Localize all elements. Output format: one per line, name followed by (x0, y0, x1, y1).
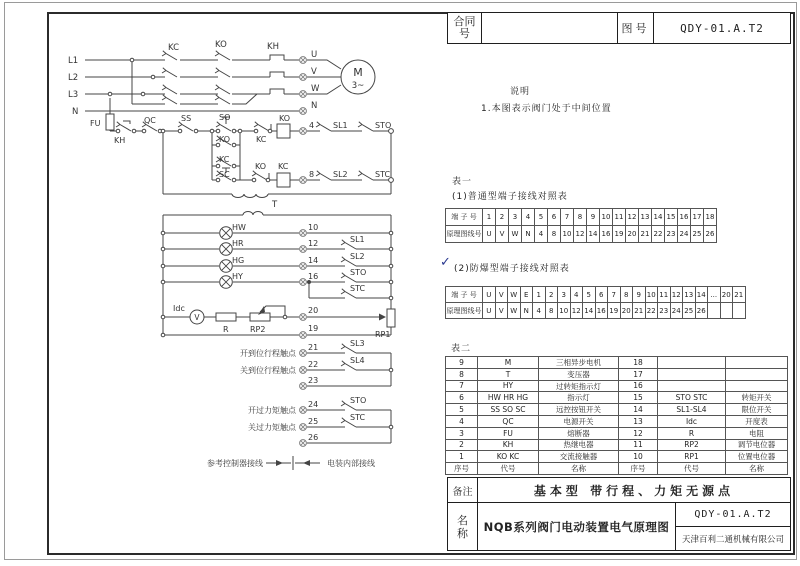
label-v: V (311, 67, 317, 77)
terminal-icon (300, 279, 307, 286)
label-close-travel: 关到位行程触点 (240, 366, 296, 375)
label-close-torque: 关过力矩触点 (248, 423, 296, 432)
table-cell: 5 (535, 209, 548, 226)
table-cell: 15 (665, 209, 678, 226)
label-so: SO (219, 113, 231, 122)
table-cell: 12 (626, 209, 639, 226)
voltmeter-letter: V (194, 313, 200, 322)
table-cell: 7 (561, 209, 574, 226)
table-row (446, 226, 717, 243)
terminal-icon (300, 108, 307, 115)
table-cell: 11 (619, 440, 658, 452)
contract-no-value (481, 12, 618, 44)
label-ko-coil: KO (279, 114, 291, 123)
label-sl2b: SL2 (350, 252, 365, 261)
label-n: N (72, 107, 79, 117)
table-cell (708, 303, 721, 319)
label-kh: KH (267, 42, 279, 52)
table-cell (658, 357, 726, 369)
lamp-icon (220, 260, 233, 273)
label-sl1: SL1 (333, 121, 348, 130)
table-cell: 20 (626, 226, 639, 243)
table-cell: SL1-SL4 (658, 404, 726, 416)
table-cell: 22 (646, 303, 659, 319)
company-name: 天津百利二通机械有限公司 (675, 526, 791, 551)
table-cell: 4 (533, 303, 546, 319)
label-n-terminal: N (311, 101, 318, 111)
table-cell: FU (478, 428, 539, 440)
label-ko-hold: KO (219, 135, 231, 144)
table-row (446, 392, 788, 404)
table-cell: 26 (696, 303, 709, 319)
table-cell: 指示灯 (539, 392, 619, 404)
table-cell: 5 (583, 287, 596, 303)
table-cell: 1 (483, 209, 496, 226)
table-cell: 序号 (619, 463, 658, 475)
label-w: W (311, 84, 320, 94)
table-cell: 8 (548, 226, 561, 243)
label-hg: HG (232, 256, 245, 265)
table-cell (726, 381, 788, 393)
table-row (446, 357, 788, 369)
table-cell: STO STC (658, 392, 726, 404)
table-row (446, 369, 788, 381)
table-cell: 10 (558, 303, 571, 319)
label-sl4: SL4 (350, 356, 365, 365)
table-cell: 10 (619, 451, 658, 463)
table-cell: 3 (446, 428, 478, 440)
table-cell: R (658, 428, 726, 440)
table-cell: W (508, 287, 521, 303)
table-row (446, 416, 788, 428)
table-cell: 6 (446, 392, 478, 404)
label-rp1: RP1 (375, 330, 391, 339)
terminal-10: 10 (308, 223, 319, 232)
table-cell: RP2 (658, 440, 726, 452)
label-ko-nc: KO (255, 162, 267, 171)
label-stcb: STC (350, 284, 366, 293)
table-cell: 12 (671, 287, 684, 303)
table-cell: 电源开关 (539, 416, 619, 428)
header-cell: 端 子 号 (446, 209, 483, 226)
control-circuit (106, 98, 391, 194)
table-cell: 19 (608, 303, 621, 319)
table-cell: 23 (658, 303, 671, 319)
table-cell: E (521, 287, 534, 303)
terminal-19: 19 (308, 324, 319, 333)
table-cell: 21 (633, 303, 646, 319)
label-kc: KC (168, 43, 180, 53)
terminal-22: 22 (308, 360, 319, 369)
table-row (446, 303, 746, 319)
table-cell: 13 (619, 416, 658, 428)
table-cell: 4 (446, 416, 478, 428)
terminal-column (300, 57, 307, 447)
table-cell: 16 (619, 381, 658, 393)
lamp-icon (220, 243, 233, 256)
table-cell: 5 (446, 404, 478, 416)
table-cell: 2 (496, 209, 509, 226)
header-cell: 原理图线号 (446, 226, 483, 243)
label-l3: L3 (68, 90, 79, 100)
table-cell: 16 (596, 303, 609, 319)
label-ss: SS (181, 114, 192, 123)
drawing-no-value: QDY-01.A.T2 (653, 12, 791, 44)
label-sl3: SL3 (350, 339, 365, 348)
terminal-12: 12 (308, 239, 319, 248)
table-cell (733, 303, 746, 319)
terminal-icon (300, 440, 307, 447)
table-cell: 2 (546, 287, 559, 303)
terminal-icon (300, 263, 307, 270)
table-cell: 8 (546, 303, 559, 319)
label-hy: HY (232, 272, 243, 281)
table-cell: 12 (619, 428, 658, 440)
label-u: U (311, 50, 318, 60)
terminal-icon (300, 177, 307, 184)
table-cell: 14 (696, 287, 709, 303)
terminal-21: 21 (308, 343, 319, 352)
table-cell (721, 303, 734, 319)
contract-no-label: 合同号 (447, 12, 482, 44)
table-cell: 19 (613, 226, 626, 243)
table-cell: V (496, 226, 509, 243)
table-cell (658, 369, 726, 381)
table-cell: 10 (561, 226, 574, 243)
header-cell: 原理图线号 (446, 303, 483, 319)
table-cell: W (508, 303, 521, 319)
table-cell: KO KC (478, 451, 539, 463)
table3-caption: 表二 (451, 344, 472, 354)
terminal-icon (300, 57, 307, 64)
table-cell (658, 381, 726, 393)
table-cell: 变压器 (539, 369, 619, 381)
table-cell: U (483, 226, 496, 243)
table-cell: 24 (678, 226, 691, 243)
table-cell: U (483, 303, 496, 319)
table-cell: M (478, 357, 539, 369)
label-ko: KO (215, 40, 227, 50)
table-row (446, 381, 788, 393)
table-cell: 8 (446, 369, 478, 381)
table-cell: 3 (509, 209, 522, 226)
terminal-icon (300, 246, 307, 253)
legend-controller-wiring: 参考控制器接线 (207, 459, 263, 468)
label-t: T (272, 200, 278, 210)
table-cell: 13 (683, 287, 696, 303)
label-stc2: STC (350, 413, 366, 422)
label-stob: STO (350, 268, 367, 277)
table-cell: QC (478, 416, 539, 428)
terminal-16: 16 (308, 272, 319, 281)
table-cell: 限位开关 (726, 404, 788, 416)
table-cell (726, 357, 788, 369)
terminal-23: 23 (308, 376, 319, 385)
label-l2: L2 (68, 73, 79, 83)
table-cell: 9 (633, 287, 646, 303)
table-row (446, 209, 717, 226)
drawing-no-label: 图号 (617, 12, 654, 44)
terminal-icon (300, 332, 307, 339)
table-cell: 三相异步电机 (539, 357, 619, 369)
table-cell: 位置电位器 (726, 451, 788, 463)
table-cell: 名称 (726, 463, 788, 475)
power-lines (85, 55, 299, 111)
table-cell: 18 (704, 209, 717, 226)
table-cell: 25 (691, 226, 704, 243)
terminal-24: 24 (308, 400, 319, 409)
table-cell: 序号 (446, 463, 478, 475)
table2 (445, 286, 746, 319)
terminal-20: 20 (308, 306, 319, 315)
notes-heading: 说明 (510, 87, 531, 97)
table-cell: 17 (619, 369, 658, 381)
terminal-8: 8 (309, 170, 315, 179)
table-cell: T (478, 369, 539, 381)
terminal-icon (300, 407, 307, 414)
table-cell: N (522, 226, 535, 243)
remark-value: 基本型 带行程、力矩无源点 (477, 477, 791, 503)
table-cell: 14 (619, 404, 658, 416)
table-cell: 过转矩指示灯 (539, 381, 619, 393)
label-kh2: KH (114, 136, 126, 145)
terminal-icon (300, 230, 307, 237)
table-cell: V (496, 287, 509, 303)
name-label: 名称 (447, 502, 478, 551)
table-row (446, 428, 788, 440)
terminal-4: 4 (309, 121, 315, 130)
label-l1: L1 (68, 56, 79, 66)
motor-letter: M (353, 66, 363, 79)
table-cell: 12 (571, 303, 584, 319)
table-cell: 10 (646, 287, 659, 303)
table-cell: 20 (621, 303, 634, 319)
table-cell: SS SO SC (478, 404, 539, 416)
table-cell: W (509, 226, 522, 243)
table-cell: 7 (446, 381, 478, 393)
label-sc: SC (219, 170, 230, 179)
lamp-icon (220, 276, 233, 289)
table-row (446, 404, 788, 416)
notes-line1: 1.本图表示阀门处于中间位置 (481, 104, 612, 114)
table-cell: 4 (571, 287, 584, 303)
terminal-14: 14 (308, 256, 319, 265)
table-cell: 4 (522, 209, 535, 226)
table-cell: 热继电器 (539, 440, 619, 452)
table-cell: HY (478, 381, 539, 393)
table-cell: 24 (671, 303, 684, 319)
table-cell: 熔断器 (539, 428, 619, 440)
table-cell: 2 (446, 440, 478, 452)
label-sl2: SL2 (333, 170, 348, 179)
label-hw: HW (232, 223, 246, 232)
table-cell: 调节电位器 (726, 440, 788, 452)
remark-label: 备注 (447, 477, 478, 503)
terminal-icon (300, 350, 307, 357)
label-open-travel: 开到位行程触点 (240, 349, 296, 358)
table-cell: RP1 (658, 451, 726, 463)
table-cell: HW HR HG (478, 392, 539, 404)
table-cell: Idc (658, 416, 726, 428)
table-row (446, 287, 746, 303)
table-cell: 6 (596, 287, 609, 303)
table-cell: 3 (558, 287, 571, 303)
table-cell: 代号 (658, 463, 726, 475)
table-row (446, 440, 788, 452)
label-kc-coil: KC (278, 162, 289, 171)
table-cell: 9 (587, 209, 600, 226)
table-cell: U (483, 287, 496, 303)
table-cell: 交流接触器 (539, 451, 619, 463)
table-cell: 26 (704, 226, 717, 243)
terminal-icon (300, 91, 307, 98)
table-cell: 8 (621, 287, 634, 303)
table-cell: 22 (652, 226, 665, 243)
label-r: R (223, 325, 229, 334)
label-hr: HR (232, 239, 244, 248)
table-cell: 转矩开关 (726, 392, 788, 404)
table-cell: KH (478, 440, 539, 452)
table-cell: 11 (613, 209, 626, 226)
table-row (446, 463, 788, 475)
table3 (445, 356, 788, 475)
table-cell: 13 (639, 209, 652, 226)
check-mark-icon: ✓ (440, 255, 451, 270)
terminal-icon (300, 424, 307, 431)
terminal-icon (300, 367, 307, 374)
table-cell: 17 (691, 209, 704, 226)
terminal-icon (300, 314, 307, 321)
label-qc: QC (144, 116, 156, 125)
table-cell: 16 (600, 226, 613, 243)
lower-contacts (307, 353, 391, 443)
table1-subcaption: (1)普通型端子接线对照表 (452, 192, 568, 202)
table-cell: N (521, 303, 534, 319)
label-sto: STO (375, 121, 392, 130)
table-cell: 9 (446, 357, 478, 369)
table-cell: V (496, 303, 509, 319)
wiring-legend (266, 456, 320, 470)
header-cell: 端 子 号 (446, 287, 483, 303)
terminal-25: 25 (308, 417, 319, 426)
table-cell: 15 (619, 392, 658, 404)
label-fu: FU (90, 119, 101, 128)
table-cell: 21 (733, 287, 746, 303)
table1 (445, 208, 717, 243)
table-cell: 20 (721, 287, 734, 303)
legend-internal-wiring: 电装内部接线 (327, 459, 375, 468)
table-cell: 代号 (478, 463, 539, 475)
table-cell: 7 (608, 287, 621, 303)
table-cell: 21 (639, 226, 652, 243)
table-cell: 12 (574, 226, 587, 243)
table-cell: 开度表 (726, 416, 788, 428)
motor-phase: 3~ (351, 81, 365, 91)
terminal-icon (300, 74, 307, 81)
table-cell: 14 (652, 209, 665, 226)
footer-drawing-no: QDY-01.A.T2 (675, 502, 791, 527)
table-cell: 电阻 (726, 428, 788, 440)
table-cell: 名称 (539, 463, 619, 475)
name-value: NQB系列阀门电动装置电气原理图 (477, 502, 676, 551)
table-cell: 远控按钮开关 (539, 404, 619, 416)
label-stc: STC (375, 170, 391, 179)
table-cell: 25 (683, 303, 696, 319)
label-sl1b: SL1 (350, 235, 365, 244)
label-idc: Idc (173, 304, 185, 313)
label-open-torque: 开过力矩触点 (248, 406, 296, 415)
terminal-icon (300, 128, 307, 135)
table-cell: 10 (600, 209, 613, 226)
lamp-icon (220, 227, 233, 240)
label-rp2: RP2 (250, 325, 266, 334)
table-cell: 16 (678, 209, 691, 226)
table2-subcaption: (2)防爆型端子接线对照表 (454, 264, 570, 274)
table-row (446, 451, 788, 463)
table-cell: 14 (583, 303, 596, 319)
table-cell: 1 (446, 451, 478, 463)
terminal-26: 26 (308, 433, 319, 442)
label-kc-nc: KC (256, 135, 267, 144)
table-cell: 6 (548, 209, 561, 226)
table-cell: ... (708, 287, 721, 303)
table-cell: 11 (658, 287, 671, 303)
table-cell: 8 (574, 209, 587, 226)
table-cell: 4 (535, 226, 548, 243)
table-cell (726, 369, 788, 381)
table1-caption: 表一 (452, 177, 473, 187)
table-cell: 1 (533, 287, 546, 303)
table-cell: 14 (587, 226, 600, 243)
label-sto2: STO (350, 396, 367, 405)
table-cell: 23 (665, 226, 678, 243)
table-cell: 18 (619, 357, 658, 369)
terminal-icon (300, 383, 307, 390)
label-kc-hold: KC (219, 155, 230, 164)
